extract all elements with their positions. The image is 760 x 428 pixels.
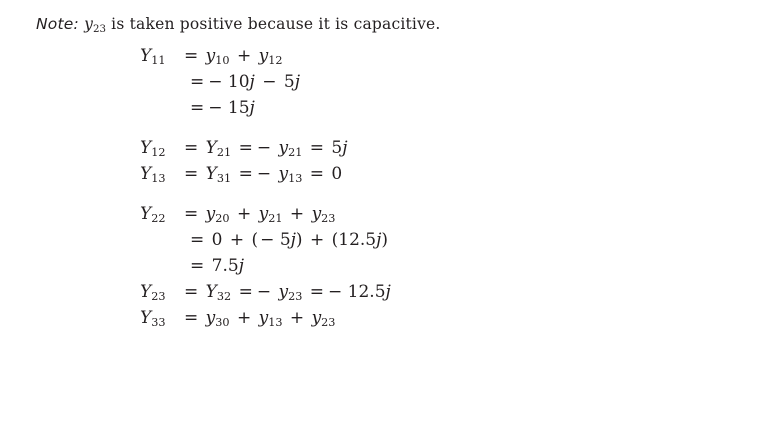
symbol-Y: Y: [140, 308, 152, 328]
term-y10: y: [205, 46, 216, 66]
equation-rhs: = $y_{20} + y_{21} + y_{23}$: [184, 204, 336, 226]
equation-row-y22: [140, 206, 391, 232]
equation-lhs: [140, 284, 182, 302]
term-y20: y: [205, 204, 216, 224]
equation-row-y22-step2: [140, 232, 391, 258]
term-y23: y: [311, 204, 322, 224]
equation-row-y23: [140, 284, 391, 310]
equation-row-y11: [140, 48, 391, 74]
subscript: 22: [151, 212, 166, 226]
equation-row-y22-result: [140, 258, 391, 284]
term-y23: y: [311, 308, 322, 328]
subscript: 10: [215, 54, 230, 68]
subscript: 11: [151, 54, 166, 68]
subscript: 13: [151, 172, 166, 186]
equation-rhs: = $y_{10} + y_{12}$: [184, 46, 283, 68]
term-y23: y: [278, 282, 289, 302]
equation-lhs: [140, 140, 182, 158]
equation-rhs: = $y_{30} + y_{13} + y_{23}$: [184, 308, 336, 330]
term-y21: y: [258, 204, 269, 224]
equation-rhs: = 7.5j: [190, 256, 244, 276]
note-text-suffix: is taken positive because it is capacitive.: [106, 15, 441, 33]
equation-rhs: = $Y_{31}$ = − $y_{13} = 0$: [184, 164, 343, 186]
symbol-Y: Y: [140, 204, 152, 224]
symbol-Y: Y: [140, 282, 152, 302]
subscript: 21: [216, 146, 232, 160]
equation-rhs: = − 15j: [190, 98, 255, 118]
subscript: 33: [151, 316, 166, 330]
equation-rhs: = − 10j − 5j: [190, 72, 300, 92]
term-y21: y: [278, 138, 289, 158]
subscript: 23: [321, 212, 336, 226]
note-line: [36, 14, 441, 35]
equation-block: [140, 48, 391, 336]
subscript: 12: [268, 54, 283, 68]
equation-rhs: = 0 + ( − 5j) + (12.5j): [190, 230, 389, 250]
note-label: Note:: [36, 15, 79, 33]
subscript: 31: [216, 172, 232, 186]
symbol-Y: Y: [140, 46, 152, 66]
term-y13: y: [258, 308, 269, 328]
equation-lhs: [140, 48, 182, 66]
note-symbol-subscript: 23: [93, 23, 107, 35]
equation-lhs: [140, 310, 182, 328]
subscript: 21: [268, 212, 283, 226]
term-y12: y: [258, 46, 269, 66]
symbol-Y: Y: [140, 138, 152, 158]
equation-lhs: [140, 206, 182, 224]
term-Y21: Y: [205, 138, 217, 158]
subscript: 13: [288, 172, 303, 186]
equation-row-y11-result: [140, 100, 391, 126]
term-y13: y: [278, 164, 289, 184]
equation-row-y33: [140, 310, 391, 336]
equation-row-y13: [140, 166, 391, 192]
note-body: [79, 15, 441, 33]
subscript: 30: [215, 316, 230, 330]
equation-rhs: = $Y_{21}$ = − $y_{21} = 5j$: [184, 138, 348, 160]
subscript: 21: [288, 146, 303, 160]
subscript: 20: [215, 212, 230, 226]
subscript: 13: [268, 316, 283, 330]
note-symbol: y: [84, 15, 94, 33]
term-y30: y: [205, 308, 216, 328]
subscript: 23: [151, 290, 166, 304]
equation-row-y12: [140, 140, 391, 166]
subscript: 23: [288, 290, 303, 304]
symbol-Y: Y: [140, 164, 152, 184]
term-Y32: Y: [205, 282, 217, 302]
subscript: 12: [151, 146, 166, 160]
equation-lhs: [140, 166, 182, 184]
subscript: 23: [321, 316, 336, 330]
equation-row-y11-step2: [140, 74, 391, 100]
term-Y31: Y: [205, 164, 217, 184]
equation-rhs: = $Y_{32}$ = − $y_{23}$ = − 12.5j: [184, 282, 391, 304]
subscript: 32: [216, 290, 232, 304]
